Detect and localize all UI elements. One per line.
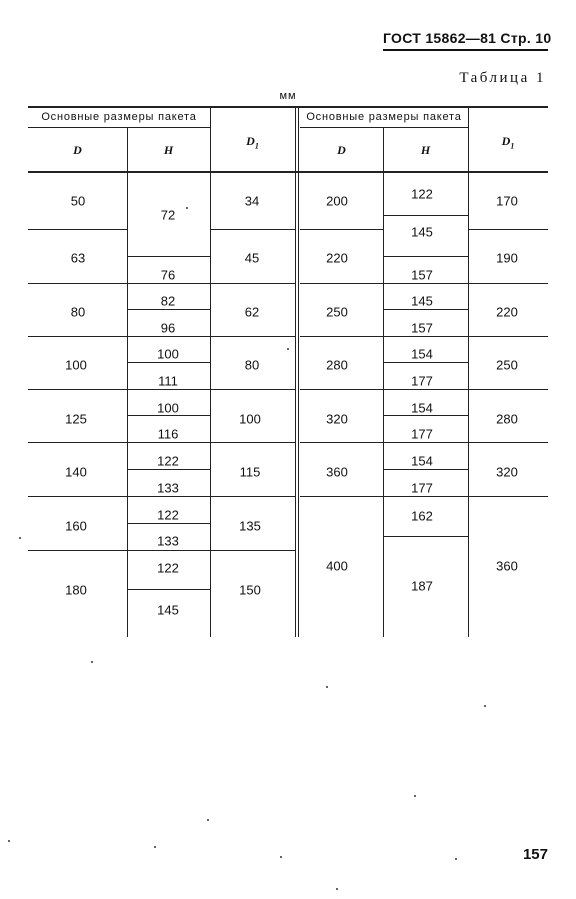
double-divider-b — [298, 106, 299, 637]
cell-h-right: 154 — [411, 453, 433, 469]
page-number: 157 — [522, 846, 548, 863]
cell-h-right: 145 — [411, 293, 433, 309]
col-line-d-h-right — [383, 127, 384, 637]
cell-d1-left: 34 — [244, 193, 260, 209]
row-rule-left — [210, 229, 295, 230]
cell-h-left: 82 — [160, 293, 176, 309]
row-rule-right — [468, 229, 548, 230]
column-header-h-left: H — [163, 143, 174, 157]
row-rule-left — [127, 523, 210, 524]
row-rule-right — [383, 256, 468, 257]
scan-speck — [154, 846, 156, 848]
cell-d-right: 400 — [326, 558, 348, 574]
scan-speck — [455, 858, 457, 860]
cell-d-right: 250 — [326, 304, 348, 320]
row-rule-left — [28, 283, 295, 284]
cell-d-right: 280 — [326, 357, 348, 373]
cell-d-left: 140 — [65, 464, 87, 480]
cell-d1-left: 115 — [239, 464, 261, 480]
cell-h-right: 157 — [411, 267, 433, 283]
cell-h-right: 177 — [411, 426, 433, 442]
scan-speck — [8, 840, 10, 842]
row-rule-right — [383, 536, 468, 537]
cell-h-left: 122 — [157, 507, 179, 523]
cell-h-right: 157 — [411, 320, 433, 336]
scan-speck — [186, 207, 188, 209]
row-rule-left — [127, 469, 210, 470]
row-rule-right — [300, 442, 548, 443]
cell-d1-left: 62 — [244, 304, 260, 320]
units-label: мм — [279, 90, 297, 102]
cell-d1-right: 280 — [496, 411, 518, 427]
cell-h-right: 154 — [411, 346, 433, 362]
row-rule-right — [300, 336, 548, 337]
cell-d1-left: 45 — [244, 250, 260, 266]
column-header-d-left: D — [73, 143, 82, 157]
cell-h-left: 100 — [157, 346, 179, 362]
row-rule-right — [300, 389, 548, 390]
group-divider-left — [28, 127, 210, 128]
cell-d-right: 220 — [326, 250, 348, 266]
cell-d1-right: 360 — [496, 558, 518, 574]
cell-h-left: 72 — [160, 207, 176, 223]
cell-d-left: 100 — [65, 357, 87, 373]
cell-d-left: 50 — [70, 193, 86, 209]
cell-d1-left: 150 — [239, 582, 261, 598]
cell-h-left: 96 — [160, 320, 176, 336]
table-top-rule — [28, 106, 548, 108]
scan-speck — [207, 819, 209, 821]
cell-d-left: 180 — [65, 582, 87, 598]
header-bottom-rule — [28, 171, 548, 173]
scan-speck — [19, 537, 21, 539]
row-rule-left — [28, 496, 295, 497]
row-rule-left — [127, 362, 210, 363]
col-line-d-h-left — [127, 127, 128, 637]
column-header-d1-left: $D_1$ — [246, 134, 259, 151]
row-rule-right — [300, 229, 383, 230]
cell-d-left: 80 — [70, 304, 86, 320]
cell-d-right: 360 — [326, 464, 348, 480]
row-rule-left — [28, 550, 295, 551]
cell-h-right: 187 — [411, 578, 433, 594]
cell-d1-right: 220 — [496, 304, 518, 320]
double-divider-a — [295, 106, 296, 637]
cell-d1-right: 320 — [496, 464, 518, 480]
row-rule-left — [28, 442, 295, 443]
cell-h-left: 116 — [157, 426, 179, 442]
document-reference: ГОСТ 15862—81 Стр. 10 — [383, 30, 552, 46]
group-header-left: Основные размеры пакета — [41, 111, 197, 123]
cell-d1-left: 80 — [244, 357, 260, 373]
cell-h-right: 162 — [411, 508, 433, 524]
scan-speck — [336, 888, 338, 890]
cell-h-right: 154 — [411, 400, 433, 416]
cell-h-left: 133 — [157, 480, 179, 496]
scan-speck — [287, 348, 289, 350]
cell-h-right: 177 — [411, 480, 433, 496]
group-divider-right — [300, 127, 468, 128]
row-rule-right — [383, 469, 468, 470]
cell-d1-right: 190 — [496, 250, 518, 266]
row-rule-right — [300, 283, 548, 284]
row-rule-right — [383, 362, 468, 363]
cell-h-right: 177 — [411, 373, 433, 389]
scan-speck — [484, 705, 486, 707]
cell-d-left: 125 — [65, 411, 87, 427]
row-rule-left — [28, 229, 127, 230]
row-rule-left — [127, 256, 210, 257]
row-rule-right — [300, 496, 548, 497]
col-line-h-d1-left — [210, 106, 211, 637]
group-header-right: Основные размеры пакета — [306, 111, 462, 123]
row-rule-left — [28, 336, 295, 337]
col-line-h-d1-right — [468, 106, 469, 637]
cell-d-right: 200 — [326, 193, 348, 209]
row-rule-left — [28, 389, 295, 390]
cell-h-left: 145 — [157, 602, 179, 618]
column-header-d1-right: $D_1$ — [501, 134, 515, 151]
column-header-d-right: D — [337, 143, 346, 157]
cell-d-right: 320 — [326, 411, 348, 427]
row-rule-right — [383, 309, 468, 310]
cell-h-right: 145 — [411, 224, 433, 240]
column-header-h-right: H — [420, 143, 431, 157]
cell-h-left: 122 — [157, 560, 179, 576]
scan-speck — [414, 795, 416, 797]
row-rule-left — [127, 589, 210, 590]
cell-d-left: 63 — [70, 250, 86, 266]
cell-d1-left: 135 — [239, 518, 261, 534]
header-rule — [383, 49, 548, 51]
cell-d1-left: 100 — [239, 411, 261, 427]
cell-d-left: 160 — [65, 518, 87, 534]
scan-speck — [326, 686, 328, 688]
table-title: Таблица 1 — [459, 70, 546, 86]
row-rule-left — [127, 309, 210, 310]
cell-h-left: 111 — [158, 373, 178, 389]
cell-h-left: 76 — [160, 267, 176, 283]
cell-d1-right: 170 — [496, 193, 518, 209]
scan-speck — [280, 856, 282, 858]
cell-d1-right: 250 — [496, 357, 518, 373]
scan-speck — [91, 661, 93, 663]
cell-h-left: 100 — [157, 400, 179, 416]
row-rule-right — [383, 215, 468, 216]
cell-h-left: 133 — [157, 533, 179, 549]
cell-h-left: 122 — [157, 453, 179, 469]
cell-h-right: 122 — [411, 186, 433, 202]
